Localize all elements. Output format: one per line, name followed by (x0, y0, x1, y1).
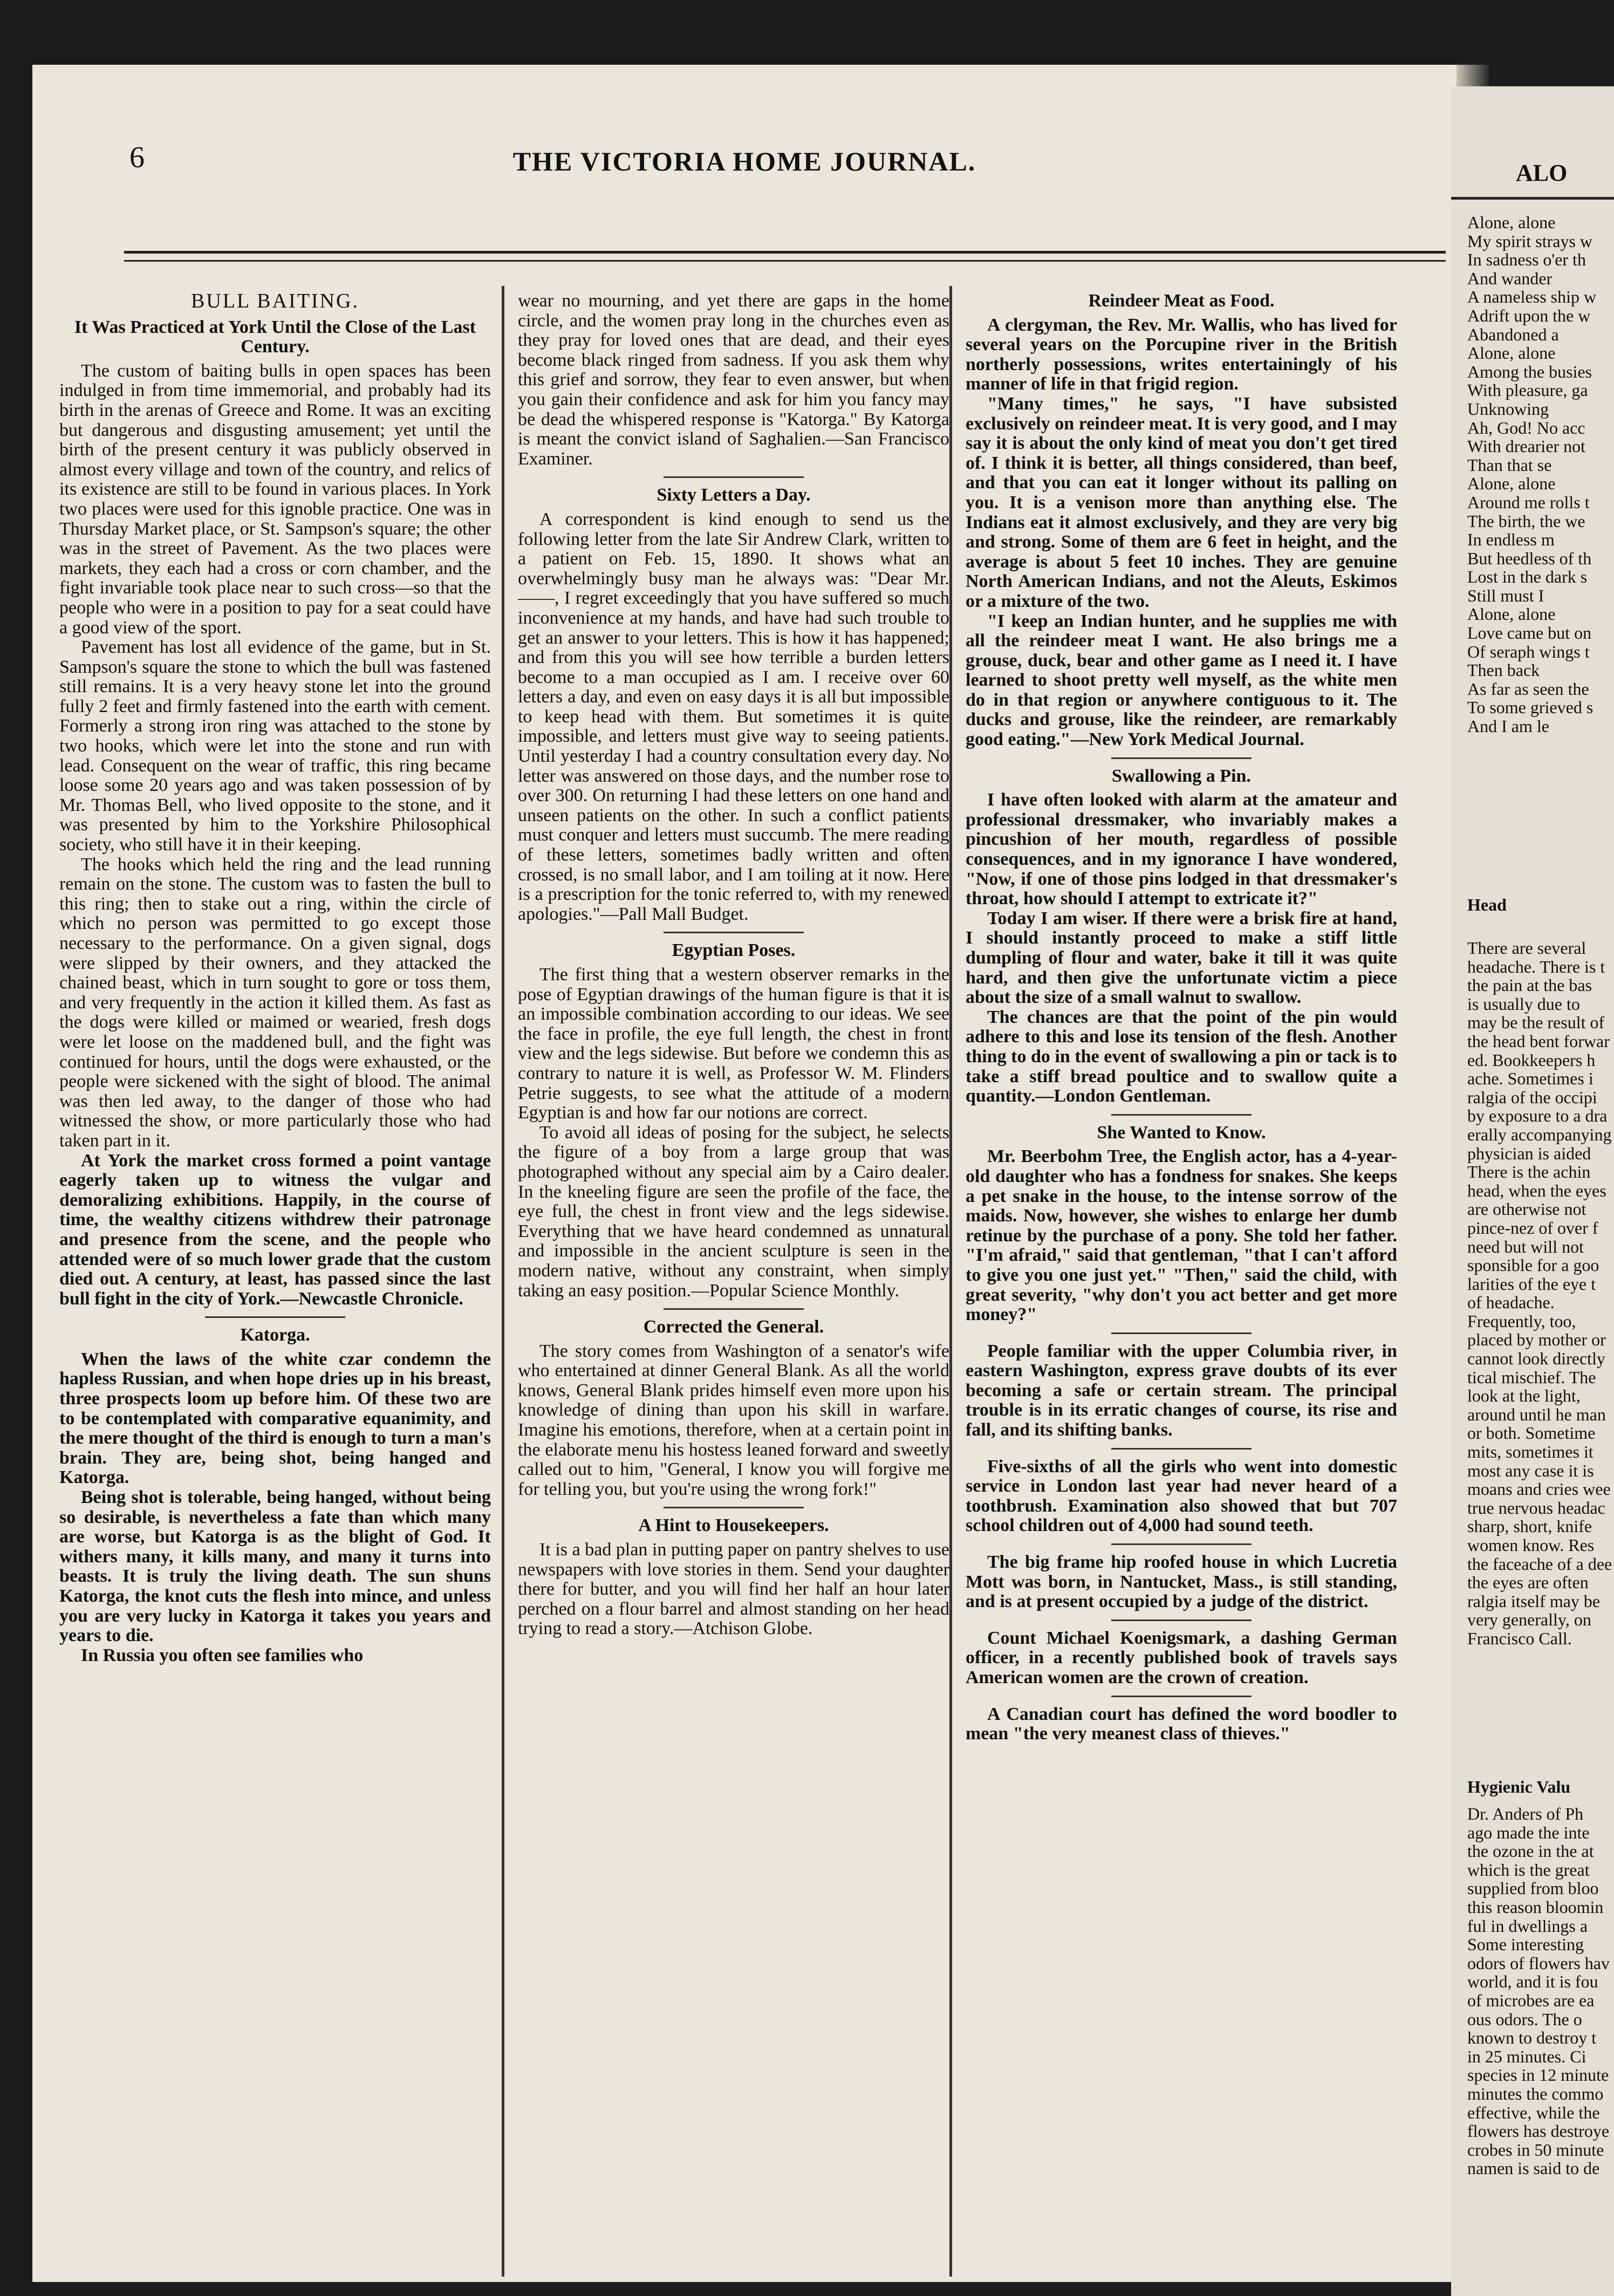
text-line: pince-nez of over f (1467, 1218, 1598, 1238)
text-line: the ozone in the at (1467, 1841, 1594, 1861)
text-line: minutes the commo (1467, 2083, 1604, 2103)
text-line: true nervous headac (1467, 1498, 1605, 1518)
paragraph: Five-sixths of all the girls who went into domestic service in London last year had never heard of a toothbrush. Examination also showed that but 707 school children out of 4,000 had sound teeth. (966, 1456, 1397, 1536)
text-line: ache. Sometimes i (1467, 1069, 1594, 1089)
text-line: ed. Bookkeepers h (1467, 1050, 1596, 1070)
text-line: Than that se (1467, 455, 1552, 475)
paragraph: Today I am wiser. If there were a brisk fire at hand, I should instantly proceed to make a stiff little dumpling of flour and water, bake it till it was quite hard, and then give the unfortunate victim a piece about the size of a small walnut to swallow. (966, 908, 1397, 1008)
text-line: known to destroy t (1467, 2028, 1597, 2048)
text-line: But heedless of th (1467, 548, 1592, 568)
text-line: cannot look directly (1467, 1349, 1605, 1369)
paragraph: The big frame hip roofed house in which Lucretia Mott was born, in Nantucket, Mass., is still standing, and is at present occupied by a judge of the district. (966, 1552, 1397, 1612)
text-line: headache. There is t (1467, 956, 1605, 976)
paragraph: Mr. Beerbohm Tree, the English actor, has a 4-year-old daughter who has a fondness for snakes. She keeps a pet snake in the house, to the intense sorrow of the maids. Now, however, she wishes to enlarge her dumb retinue by the purchase of a pony. She told her father. "I'm afraid," said that gentleman, "that I can't afford to give you one just yet." "Then," said the child, with great severity, "why don't you act better and get more money?" (966, 1146, 1397, 1325)
facing-page (1451, 86, 1614, 2296)
text-line: Ah, God! No acc (1467, 418, 1585, 438)
column-3 (966, 291, 1397, 2277)
newspaper-page (32, 65, 1456, 2282)
text-line: species in 12 minute (1467, 2065, 1609, 2085)
facing-page-header: ALO (1516, 160, 1568, 186)
text-line: crobes in 50 minute (1467, 2140, 1604, 2160)
text-line: ralgia of the occipi (1467, 1087, 1597, 1107)
paragraph: The story comes from Washington of a senator's wife who entertained at dinner General Blank. As all the world knows, General Blank prides himself even more upon his knowledge of dining than upon his skill in warfare. Imagine his emotions, therefore, when at a certain point in the elaborate menu his hostess leaned forward and sweetly called out to him, "General, I know you will forgive me for telling you, but you're using the wrong fork!" (518, 1341, 949, 1499)
column-divider-2 (949, 286, 952, 2277)
facing-header-rule (1451, 197, 1614, 200)
text-line: Adrift upon the w (1467, 305, 1591, 325)
text-line: erally accompanying (1467, 1124, 1612, 1144)
column-2 (518, 291, 949, 2277)
text-line: Alone, alone (1467, 474, 1556, 494)
separator (1111, 1543, 1251, 1545)
article-heading: She Wanted to Know. (1097, 1122, 1266, 1143)
poem (1467, 213, 1614, 736)
paragraph: At York the market cross formed a point vantage eagerly taken up to witness the vulgar and demoralizing exhibitions. Happily, in the course of time, the wealthy citizens withdrew their patronage and presence from the scene, and the people who attended were of so much lower grade that the custom died out. A century, at least, has passed since the last bull fight in the city of York.—Newcastle Chronicle. (59, 1150, 491, 1309)
text-line: With drearier not (1467, 436, 1586, 456)
text-line: ous odors. The o (1467, 2009, 1582, 2029)
text-line: flowers has destroye (1467, 2121, 1610, 2141)
text-line: And wander (1467, 268, 1553, 288)
text-line: this reason bloomin (1467, 1897, 1604, 1917)
paragraph: To avoid all ideas of posing for the subject, he selects the figure of a boy from a large group that was photographed without any special aim by a Cairo dealer. In the kneeling figure are seen the profile of the face, the eye full, the chest in front view and the legs sidewise. Everything that we have heard condemned as unnatural and impossible in the ancient sculpture is seen in the modern native, without any constraint, when simply taking an easy position.—Popular Science Monthly. (518, 1122, 949, 1301)
text-line: Then back (1467, 660, 1540, 680)
header-rule-top (124, 251, 1446, 254)
separator (205, 1316, 345, 1318)
text-line: With pleasure, ga (1467, 380, 1588, 400)
text-line: which is the great (1467, 1860, 1590, 1880)
paragraph: "Many times," he says, "I have subsisted exclusively on reindeer meat. It is very good, and I may say it is about the only kind of meat you don't get tired of. I think it is better, all things considered, than beef, and that you can eat it longer without its palling on you. It is a venison more than anything else. The Indians eat it almost exclusively, and they are very big and strong. Some of them are 6 feet in height, and the average is about 5 feet 10 inches. They are genuine North American Indians, and not the Aleuts, Eskimos or a mixture of the two. (966, 393, 1397, 611)
article-heading: Hygienic Valu (1467, 1778, 1571, 1796)
article-heading: Katorga. (240, 1325, 310, 1345)
text-line: placed by mother or (1467, 1330, 1606, 1350)
paragraph: Being shot is tolerable, being hanged, without being so desirable, is nevertheless a fate than which many are worse, but Katorga is as the blight of God. It withers many, it kills many, and many it turns into beasts. It is truly the living death. The sun shuns Katorga, the knot cuts the flesh into mince, and unless you are very lucky in Katorga it takes you years and years to die. (59, 1487, 491, 1646)
article-subheading: It Was Practiced at York Until the Close of the Last Century. (74, 317, 476, 357)
paragraph: The hooks which held the ring and the lead running remain on the stone. The custom was to fasten the bull to this ring; then to stake out a ring, within the circle of which no person was permitted to go except those necessary to the performance. On a given signal, dogs were slipped by their owners, and they attacked the chained beast, which in turn sought to gore or toss them, and very frequently in the action it killed them. As fast as the dogs were killed or maimed or wearied, fresh dogs were let loose on the maddened bull, and the fight was continued for hours, until the dogs were exhausted, or the people were sickened with the sight of blood. The animal was then led away, to the danger of those who had witnessed the show, or more particularly those who had taken part in it. (59, 854, 491, 1151)
paragraph: It is a bad plan in putting paper on pantry shelves to use newspapers with love stories in them. Send your daughter there for butter, and you will find her half an hour later perched on a flour barrel and almost standing on her head trying to read a story.—Atchison Globe. (518, 1540, 949, 1639)
text-line: Of seraph wings t (1467, 641, 1590, 661)
text-line: in 25 minutes. Ci (1467, 2046, 1586, 2066)
paragraph: The custom of baiting bulls in open spaces has been indulged in from time immemorial, and probably had its birth in the arenas of Greece and Rome. It was an exciting but dangerous and disgusting amusement; yet until the birth of the present century it was publicly observed in almost every village and town of the country, and relics of its existence are still to be found in various places. In York two places were used for this ignoble practice. One was in Thursday Market place, or St. Sampson's square; the other was in the street of Pavement. As the two places were markets, they each had a cross or corn chamber, and the fight invariable took place near to such cross—so that the people who were in a position to pay for a seat could have a good view of the sport. (59, 360, 491, 638)
text-line: sharp, short, knife (1467, 1516, 1592, 1536)
text-line: head, when the eyes (1467, 1180, 1606, 1200)
article-heading: Head (1467, 896, 1507, 914)
paragraph: In Russia you often see families who (81, 1645, 364, 1665)
text-line: Alone, alone (1467, 604, 1556, 624)
page-number: 6 (129, 141, 145, 174)
paragraph: A correspondent is kind enough to send us the following letter from the late Sir Andrew Clark, written to a patient on Feb. 15, 1890. It shows what an overwhelmingly busy man he always was: "Dear Mr. ——, I regret exceedingly that you have suffered so much inconvenience at my hands, and have had such trouble to get an answer to your letters. This is how it has happened; and from this you will see how terrible a burden letters become to a man occupied as I am. I receive over 60 letters a day, and even on easy days it is all but impossible to keep head with them. But sometimes it is quite impossible, and letters must give way to seeing patients. Until yesterday I had a country consultation every day. No letter was answered on those days, and the number rose to over 300. On returning I had these letters on one hand and unseen patients on the other. In such a conflict patients must conquer and letters must succumb. The mere reading of these letters, sometimes badly written and often crossed, is no small labor, and I am toiling at it now. Here is a prescription for the tonic referred to, with my renewed apologies."—Pall Mall Budget. (518, 509, 949, 924)
header-rule-bottom (124, 260, 1446, 262)
text-line: moans and cries wee (1467, 1479, 1611, 1499)
text-line: the eyes are often (1467, 1573, 1589, 1593)
paragraph: The chances are that the point of the pin would adhere to this and lose its tension of the flesh. Another thing to do in the event of swallowing a pin or tack is to take a stiff bread poultice and to swallow quite a quantity.—London Gentleman. (966, 1007, 1397, 1106)
paragraph: When the laws of the white czar condemn the hapless Russian, and when hope dries up in his breast, three prospects loom up before him. Of these two are to be contemplated with comparative equanimity, and the mere thought of the third is enough to turn a man's brain. They are, being shot, being hanged and Katorga. (59, 1349, 491, 1488)
text-line: of headache. (1467, 1293, 1555, 1313)
text-line: need but will not (1467, 1236, 1584, 1256)
text-line: around until he man (1467, 1404, 1606, 1424)
text-line: ago made the inte (1467, 1822, 1590, 1842)
text-line: The birth, the we (1467, 511, 1585, 531)
text-line: the head bent forwar (1467, 1031, 1610, 1051)
text-line: world, and it is fou (1467, 1972, 1598, 1992)
separator (1111, 1114, 1251, 1116)
text-line: or both. Sometime (1467, 1423, 1596, 1443)
text-line: There is the achin (1467, 1162, 1591, 1182)
text-line: by exposure to a dra (1467, 1106, 1608, 1126)
text-line: In endless m (1467, 530, 1555, 550)
text-line: the pain at the bas (1467, 975, 1592, 995)
text-line: are otherwise not (1467, 1199, 1586, 1219)
masthead-title: THE VICTORIA HOME JOURNAL. (512, 146, 976, 176)
text-line: Love came but on (1467, 623, 1592, 643)
text-line: look at the light, (1467, 1386, 1581, 1406)
text-line: Dr. Anders of Ph (1467, 1805, 1584, 1823)
text-line: My spirit strays w (1467, 231, 1592, 251)
text-line: the faceache of a dee (1467, 1554, 1612, 1574)
text-line: Among the busies (1467, 361, 1592, 381)
text-line: Still must I (1467, 585, 1544, 605)
text-line: Some interesting (1467, 1935, 1584, 1955)
separator (1111, 1332, 1251, 1334)
text-line: Francisco Call. (1467, 1628, 1572, 1648)
text-line: is usually due to (1467, 994, 1580, 1014)
separator (664, 1308, 804, 1310)
text-line: Lost in the dark s (1467, 567, 1588, 587)
column-1 (59, 291, 491, 2277)
separator (1111, 1620, 1251, 1621)
text-line: mits, sometimes it (1467, 1442, 1594, 1462)
text-line: ralgia itself may be (1467, 1591, 1601, 1611)
text-line: odors of flowers hav (1467, 1953, 1610, 1973)
paragraph: People familiar with the upper Columbia river, in eastern Washington, express grave doubts of its ever becoming a safe or certain stream. The principal trouble is in its erratic changes of course, its rise and fall, and its shifting banks. (966, 1341, 1397, 1440)
column-divider-1 (502, 286, 504, 2277)
separator (664, 476, 804, 478)
article-heading: A Hint to Housekeepers. (638, 1515, 829, 1536)
text-line: As far as seen the (1467, 679, 1589, 699)
article-body (1467, 1805, 1614, 2178)
article-heading: Corrected the General. (643, 1317, 824, 1337)
text-line: larities of the eye t (1467, 1274, 1596, 1294)
text-line: There are several (1467, 939, 1586, 958)
paragraph: A Canadian court has defined the word boodler to mean "the very meanest class of thieves." (966, 1704, 1397, 1744)
text-line: Abandoned a (1467, 324, 1559, 344)
text-line: To some grieved s (1467, 698, 1594, 718)
text-line: A nameless ship w (1467, 287, 1597, 307)
separator (1111, 1448, 1251, 1450)
separator (664, 1507, 804, 1508)
text-line: may be the result of (1467, 1013, 1605, 1033)
article-heading: Egyptian Poses. (672, 940, 796, 961)
text-line: In sadness o'er th (1467, 250, 1586, 270)
text-line: most any case it is (1467, 1460, 1594, 1480)
text-line: ful in dwellings a (1467, 1916, 1588, 1936)
text-line: Alone, alone (1467, 213, 1556, 232)
text-line: supplied from bloo (1467, 1878, 1599, 1898)
separator (664, 932, 804, 933)
paragraph: wear no mourning, and yet there are gaps in the home circle, and the women pray long in the churches even as they pray for loved ones that are dead, and their eyes become black ringed from sadness. If you ask them why this grief and sorrow, they fear to even answer, but when you gain their confidence and ask for him you fancy may be dead the whispered response is "Katorga." By Katorga is meant the convict island of Saghalien.—San Francisco Examiner. (518, 291, 949, 469)
paragraph: I have often looked with alarm at the amateur and professional dressmaker, who invariably makes a pincushion of her mouth, regardless of possible consequences, and in my ignorance I have wondered, "Now, if one of those pins lodged in that dressmaker's throat, how should I attempt to extricate it?" (966, 790, 1397, 909)
paragraph: Count Michael Koenigsmark, a dashing German officer, in a recently published book of travels says American women are the crown of creation. (966, 1628, 1397, 1687)
text-line: sponsible for a goo (1467, 1255, 1599, 1275)
text-line: women know. Res (1467, 1535, 1595, 1555)
paragraph: "I keep an Indian hunter, and he supplies me with all the reindeer meat I want. He also brings me a grouse, duck, bear and other game as I need it. I have learned to shoot pretty well myself, as the white men do in that region or anywhere contiguous to it. The ducks and grouse, like the reindeer, are remarkably good eating."—New York Medical Journal. (966, 611, 1397, 750)
text-line: tical mischief. The (1467, 1367, 1596, 1387)
text-line: Frequently, too, (1467, 1311, 1576, 1331)
text-line: effective, while the (1467, 2102, 1600, 2122)
text-line: physician is aided (1467, 1143, 1591, 1163)
text-line: namen is said to de (1467, 2158, 1600, 2178)
text-line: And I am le (1467, 716, 1549, 736)
text-line: Unknowing (1467, 399, 1549, 419)
text-line: of microbes are ea (1467, 1990, 1595, 2010)
article-body (1467, 939, 1614, 1648)
separator (1111, 1696, 1251, 1697)
paragraph: Pavement has lost all evidence of the game, but in St. Sampson's square the stone to which the bull was fastened still remains. It is a very heavy stone let into the ground fully 2 feet and firmly fastened into the earth with cement. Formerly a strong iron ring was attached to the stone by two hooks, which were let into the stone and run with lead. Consequent on the wear of traffic, this ring became loose some 20 years ago and was taken possession of by Mr. Thomas Bell, who lived opposite to the stone, and it was presented by him to the Yorkshire Philosophical society, who still have it in their keeping. (59, 637, 491, 855)
article-heading: Swallowing a Pin. (1112, 766, 1251, 786)
article-heading: Reindeer Meat as Food. (1088, 291, 1275, 311)
text-line: very generally, on (1467, 1610, 1591, 1630)
separator (1111, 757, 1251, 759)
article-heading: BULL BAITING. (191, 291, 359, 312)
text-line: Around me rolls t (1467, 492, 1590, 512)
paragraph: The first thing that a western observer remarks in the pose of Egyptian drawings of the human figure is that it is an impossible combination according to our ideas. We see the face in profile, the eye full length, the chest in front view and the legs sidewise. But before we condemn this as contrary to nature it is well, as Professor W. M. Flinders Petrie suggests, to see what the attitude of a modern Egyptian is and how far our notions are correct. (518, 965, 949, 1123)
article-heading: Sixty Letters a Day. (656, 485, 811, 505)
text-line: Alone, alone (1467, 343, 1556, 363)
paragraph: A clergyman, the Rev. Mr. Wallis, who has lived for several years on the Porcupine river in the British northerly possessions, writes entertainingly of his manner of life in that frigid region. (966, 315, 1397, 394)
